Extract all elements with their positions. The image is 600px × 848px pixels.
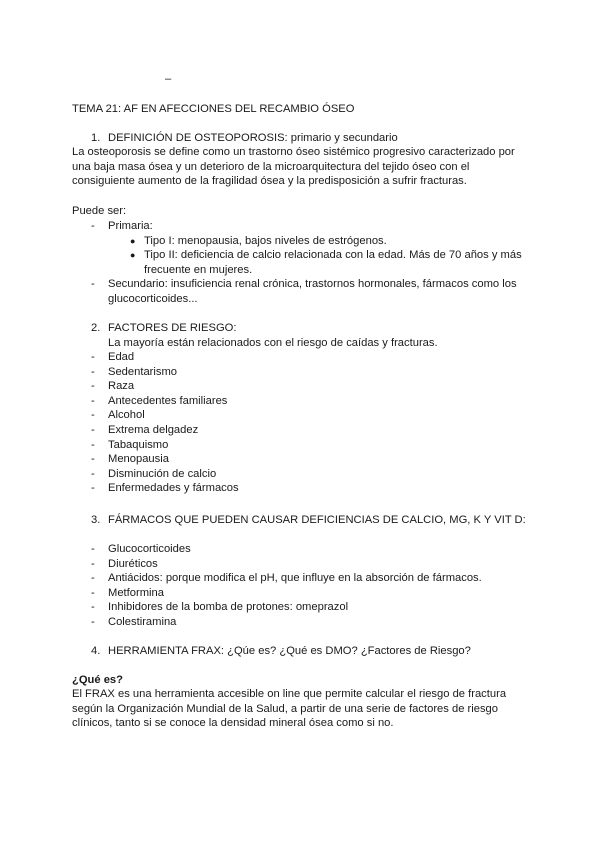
drug-item xyxy=(0,586,600,601)
risk-factor-item xyxy=(0,438,600,453)
bullet-item xyxy=(0,248,600,277)
risk-factor-item-text: Sedentarismo xyxy=(108,365,178,378)
risk-factor-item xyxy=(0,408,600,423)
risk-factor-item xyxy=(0,481,600,496)
puede-ser-label: Puede ser: xyxy=(72,205,127,217)
risk-factor-item xyxy=(0,350,600,365)
dash-marker: - xyxy=(91,467,95,480)
definition-line: una baja masa ósea y un deterioro de la microarquitectura del tejido óseo con el xyxy=(72,160,470,173)
bullet-text: Tipo II: deficiencia de calcio relacionada con la edad. Más de 70 años y más xyxy=(144,249,522,262)
drug-item-text: Colestiramina xyxy=(108,615,177,628)
dash-marker: - xyxy=(91,601,95,614)
risk-factor-item-text: Antecedentes familiares xyxy=(108,394,228,407)
dash-marker: - xyxy=(91,438,95,451)
risk-factor-item xyxy=(0,452,600,467)
frax-line: El FRAX es una herramienta accesible on line que permite calcular el riesgo de fractura xyxy=(72,688,507,700)
section-1-number: 1. xyxy=(91,132,101,144)
dash-marker: - xyxy=(91,557,95,570)
dash-marker: - xyxy=(91,351,95,363)
drug-item xyxy=(0,571,600,586)
dash-marker: - xyxy=(91,220,95,232)
definition-line: consiguiente aumento de la fragilidad ósea y la predisposición a sufrir fracturas. xyxy=(72,175,467,188)
section-2-heading: FACTORES DE RIESGO: xyxy=(108,322,237,334)
risk-factor-item xyxy=(0,365,600,380)
drug-item-text: Metformina xyxy=(108,586,164,599)
risk-factor-item-text: Alcohol xyxy=(108,409,145,422)
section-2-number: 2. xyxy=(91,322,101,334)
bullet-marker: ● xyxy=(130,235,136,246)
risk-factor-list xyxy=(0,350,600,496)
drug-item-text: Antiácidos: porque modifica el pH, que influye en la absorción de fármacos. xyxy=(108,572,482,585)
drug-item-text: Diuréticos xyxy=(108,557,158,570)
secondary-text: Secundario: insuficiencia renal crónica, trastornos hormonales, fármacos como los xyxy=(108,278,517,291)
drug-item xyxy=(0,615,600,630)
section-1-heading: DEFINICIÓN DE OSTEOPOROSIS: primario y secundario xyxy=(108,132,398,144)
section-3-number: 3. xyxy=(91,514,101,526)
risk-factor-item-text: Disminución de calcio xyxy=(108,467,217,480)
dash-marker: - xyxy=(91,543,95,555)
bullet-marker: ● xyxy=(130,250,136,261)
primary-label: Primaria: xyxy=(108,220,153,232)
bullet-text: Tipo I: menopausia, bajos niveles de estrógenos. xyxy=(144,234,387,247)
risk-factor-item-text: Tabaquismo xyxy=(108,438,169,451)
dash-marker: - xyxy=(91,572,95,585)
risk-factor-item-text: Edad xyxy=(108,351,135,363)
list-item xyxy=(0,277,600,306)
dash-marker: - xyxy=(91,365,95,378)
drug-item-text: Inhibidores de la bomba de protones: omeprazol xyxy=(108,601,349,614)
risk-factor-item xyxy=(0,423,600,438)
bullet-text: frecuente en mujeres. xyxy=(144,263,253,276)
section-4-heading: HERRAMIENTA FRAX: ¿Qúe es? ¿Qué es DMO? ¿Factores de Riesgo? xyxy=(108,645,471,657)
risk-intro: La mayoría están relacionados con el riesgo de caídas y fracturas. xyxy=(108,337,438,349)
header-mark: – xyxy=(165,73,172,85)
dash-marker: - xyxy=(91,380,95,393)
risk-factor-item xyxy=(0,379,600,394)
section-3-heading: FÁRMACOS QUE PUEDEN CAUSAR DEFICIENCIAS DE CALCIO, MG, K Y VIT D: xyxy=(108,514,526,526)
dash-marker: - xyxy=(91,453,95,466)
risk-factor-item-text: Menopausia xyxy=(108,453,169,466)
secondary-text: glucocorticoides... xyxy=(108,292,198,305)
dash-marker: - xyxy=(91,278,95,291)
dash-marker: - xyxy=(91,423,95,436)
dash-marker: - xyxy=(91,409,95,422)
types-list xyxy=(0,219,600,307)
frax-paragraph xyxy=(72,687,532,731)
risk-factor-item-text: Extrema delgadez xyxy=(108,423,199,436)
dash-marker: - xyxy=(91,615,95,628)
definition-paragraph xyxy=(72,145,532,189)
drug-item xyxy=(0,542,600,557)
drug-item-text: Glucocorticoides xyxy=(108,543,191,555)
section-4-number: 4. xyxy=(91,645,101,657)
risk-factor-item-text: Enfermedades y fármacos xyxy=(108,482,239,495)
dash-marker: - xyxy=(91,482,95,495)
drug-item xyxy=(0,557,600,572)
dash-marker: - xyxy=(91,586,95,599)
page-title: TEMA 21: AF EN AFECCIONES DEL RECAMBIO ÓSEO xyxy=(72,103,355,115)
risk-factor-item-text: Raza xyxy=(108,380,135,393)
drug-item xyxy=(0,600,600,615)
frax-line: según la Organización Mundial de la Salud, a partir de una serie de factores de riesgo xyxy=(72,702,499,715)
list-item xyxy=(0,219,600,234)
dash-marker: - xyxy=(91,394,95,407)
risk-factor-item xyxy=(0,394,600,409)
definition-line: La osteoporosis se define como un trastorno óseo sistémico progresivo caracterizado por xyxy=(72,146,515,158)
bullet-item xyxy=(0,234,600,249)
drug-list xyxy=(0,542,600,630)
risk-factor-item xyxy=(0,467,600,482)
frax-line: clínicos, tanto si se conoce la densidad mineral ósea como si no. xyxy=(72,717,394,730)
que-es-heading: ¿Qué es? xyxy=(72,674,123,686)
